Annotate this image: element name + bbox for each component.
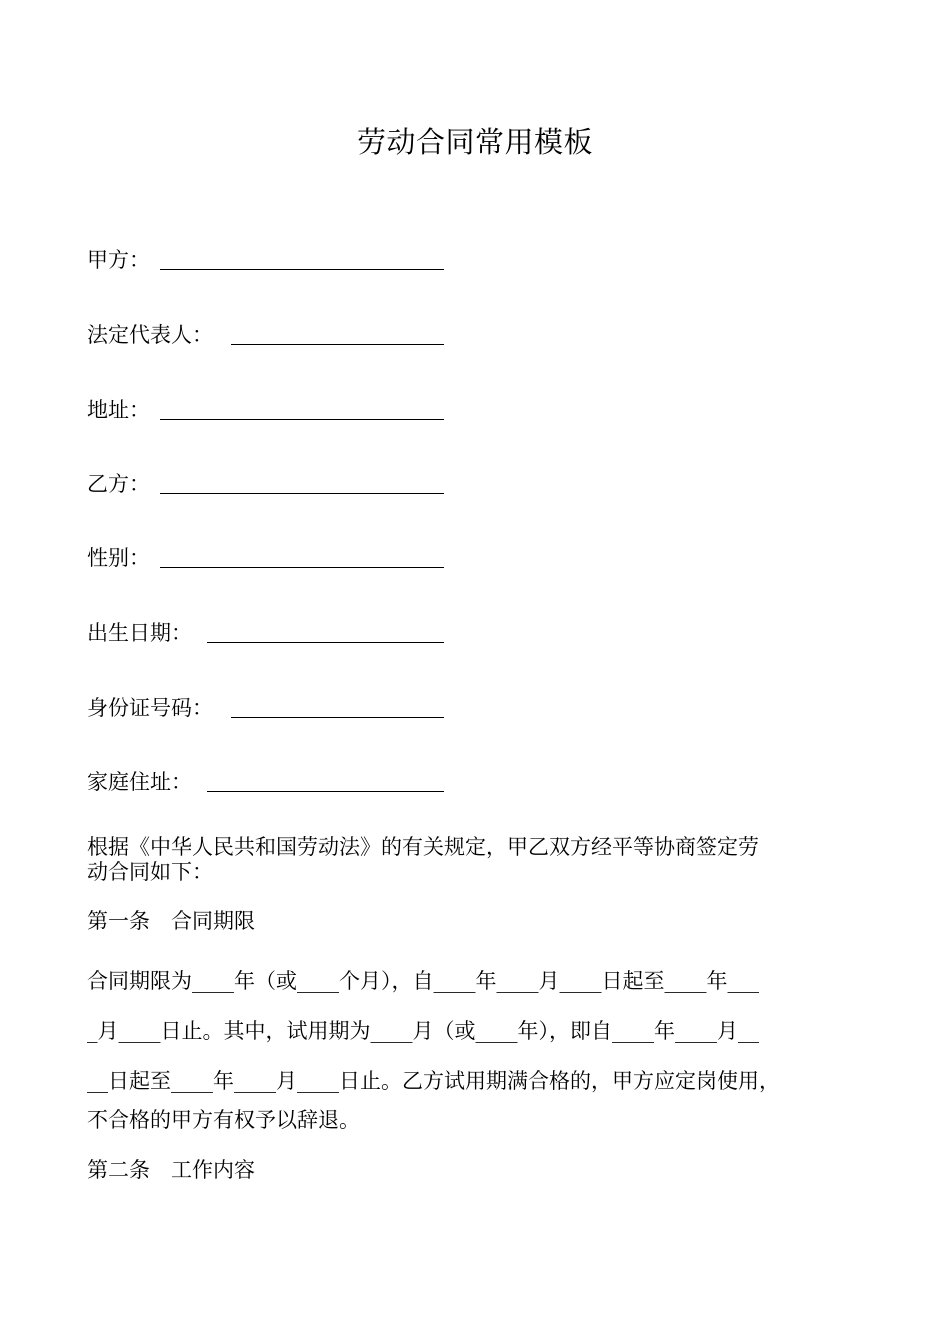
term-paragraph-line-4: 不合格的甲方有权予以辞退。 (87, 1108, 360, 1132)
term-paragraph-line-1: 合同期限为____年（或____个月），自____年____月____日起至____年___ (87, 969, 759, 993)
article-2-heading: 第二条 工作内容 (87, 1158, 255, 1182)
article-1-heading: 第一条 合同期限 (87, 909, 255, 933)
page-title: 劳动合同常用模板 (356, 125, 593, 159)
field-label-gender: 性别： (87, 546, 150, 570)
field-label-address: 地址： (87, 398, 150, 422)
field-blank-id-number[interactable] (231, 717, 444, 718)
field-label-party-b: 乙方： (87, 472, 150, 496)
field-blank-address[interactable] (160, 419, 444, 420)
field-blank-gender[interactable] (160, 567, 444, 568)
field-label-home-address: 家庭住址： (87, 770, 192, 794)
intro-paragraph-line-1: 根据《中华人民共和国劳动法》的有关规定，甲乙双方经平等协商签定劳 (87, 835, 759, 859)
field-label-id-number: 身份证号码： (87, 696, 213, 720)
field-blank-legal-representative[interactable] (231, 344, 444, 345)
field-label-birth-date: 出生日期： (87, 621, 192, 645)
field-blank-home-address[interactable] (207, 791, 444, 792)
intro-paragraph-line-2: 动合同如下： (87, 860, 213, 884)
field-label-legal-representative: 法定代表人： (87, 323, 213, 347)
term-paragraph-line-3: __日起至____年____月____日止。乙方试用期满合格的，甲方应定岗使用， (87, 1069, 780, 1093)
field-blank-birth-date[interactable] (207, 642, 444, 643)
field-label-party-a: 甲方： (87, 248, 150, 272)
term-paragraph-line-2: _月____日止。其中，试用期为____月（或____年），即自____年____月__ (87, 1019, 759, 1043)
field-blank-party-b[interactable] (160, 493, 444, 494)
field-blank-party-a[interactable] (160, 269, 444, 270)
